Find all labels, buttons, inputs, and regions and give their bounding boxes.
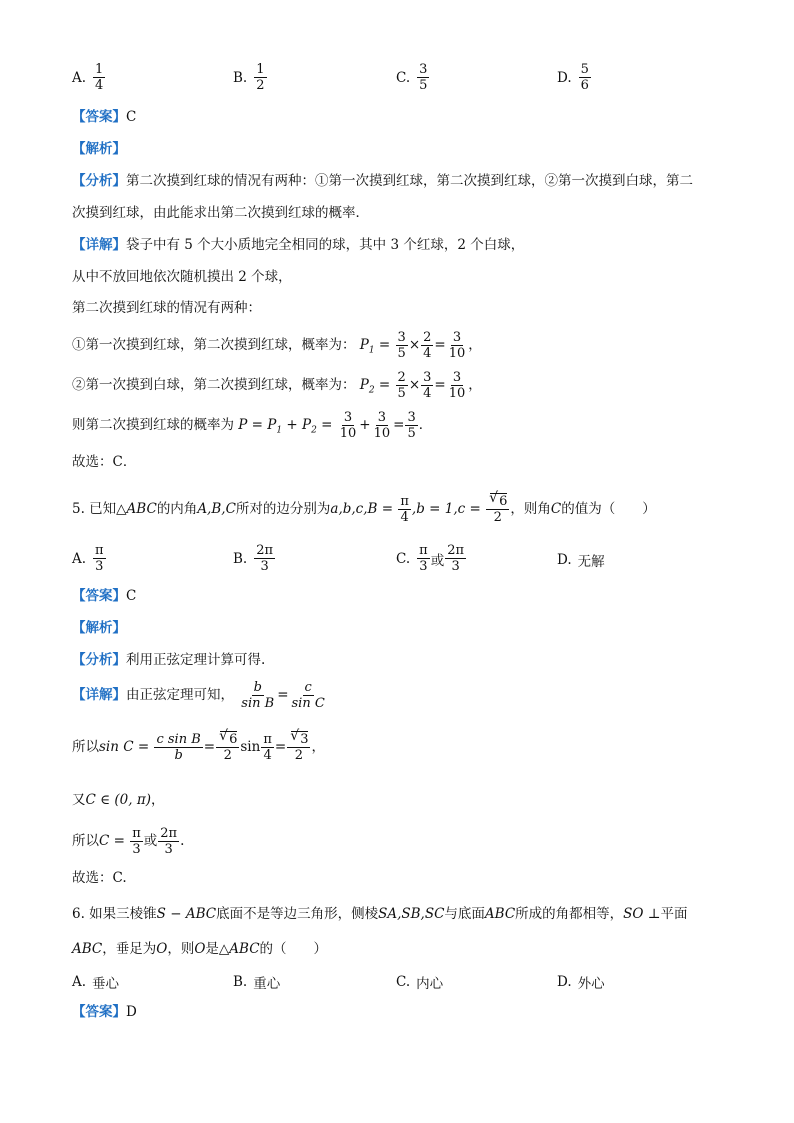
q4-option-a <box>72 62 106 93</box>
fraction <box>486 494 509 525</box>
base-name: ABC <box>72 941 103 957</box>
q5-fenxi <box>72 650 265 670</box>
q5-option-c <box>396 543 467 574</box>
q4-detail-line-3 <box>72 298 261 318</box>
denominator: 5 <box>397 346 406 361</box>
choose-text: 故选：C． <box>72 454 137 470</box>
fenxi-text: 利用正弦定理计算可得. <box>126 652 266 668</box>
fraction <box>447 370 468 401</box>
fraction <box>158 826 179 857</box>
fraction <box>239 680 276 711</box>
option-letter: C. <box>396 550 411 567</box>
numerator: 5 <box>580 62 589 77</box>
q5-option-d <box>557 550 605 570</box>
denominator: 2 <box>223 748 232 763</box>
triangle-symbol: △ABC <box>218 941 260 957</box>
stem-text: 所成的角都相等， <box>515 906 624 922</box>
fenxi-text: 次摸到红球，由此能求出第二次摸到红球的概率． <box>72 205 369 221</box>
numerator: 1 <box>95 62 104 77</box>
q6-option-b <box>233 972 280 992</box>
q5-detail: 【详解】由正弦定理可知， $\frac{b}{\text{sin B}}$ = $\frac{c}{\text{sin C}}$ <box>72 680 325 711</box>
numerator: √ 3 <box>287 732 310 748</box>
denominator: 5 <box>397 386 406 401</box>
q6-stem-line-2 <box>72 939 327 959</box>
numerator: 2π <box>447 543 465 558</box>
detail-tag: 【详解】 <box>72 687 126 703</box>
numerator: 3 <box>407 410 416 425</box>
math-p2: $P_2$ = <box>359 377 395 396</box>
numerator: 2 <box>423 330 432 345</box>
denominator: sin C <box>291 696 325 711</box>
numerator: 1 <box>256 62 265 77</box>
fraction <box>287 732 310 763</box>
q4-option-d <box>557 62 592 93</box>
numerator: 3 <box>452 370 462 385</box>
angle-c: C <box>550 501 562 517</box>
stem-text: 6. 如果三棱锥 <box>72 906 157 922</box>
option-letter: A. <box>72 69 87 86</box>
stem-text: 的内角 <box>156 501 198 517</box>
answer-value: D <box>126 1004 137 1020</box>
q6-option-a <box>72 972 119 992</box>
fraction <box>398 494 411 525</box>
numerator: b <box>253 680 262 695</box>
q5-option-b <box>233 543 276 574</box>
numerator: 3 <box>377 410 386 425</box>
q5-answer <box>72 586 136 606</box>
answer-value: C <box>126 109 137 125</box>
fraction <box>254 543 275 574</box>
numerator: 2π <box>160 826 178 841</box>
denominator: 3 <box>95 559 104 574</box>
option-text: 重心 <box>253 976 281 992</box>
answer-value: C <box>126 588 137 604</box>
denominator: 2 <box>294 748 303 763</box>
point-o: O <box>156 941 168 957</box>
answer-tag: 【答案】 <box>72 109 126 125</box>
option-letter: A. <box>72 550 87 567</box>
case-text: ①第一次摸到红球，第二次摸到红球，概率为： <box>72 337 356 353</box>
numerator: π <box>263 732 272 747</box>
denominator: 4 <box>95 78 104 93</box>
fraction <box>579 62 591 93</box>
detail-text: 第二次摸到红球的情况有两种： <box>72 300 261 316</box>
case-text: ②第一次摸到白球，第二次摸到红球，概率为： <box>72 377 356 393</box>
numerator: π <box>132 826 141 841</box>
stem-text: ，则 <box>167 941 195 957</box>
fraction <box>405 410 417 441</box>
option-text: 垂心 <box>92 976 120 992</box>
edge-list: SA,SB,SC <box>378 906 445 922</box>
fenxi-text: 第二次摸到红球的情况有两种：①第一次摸到红球，第二次摸到红球，②第一次摸到白球，第二 <box>126 173 693 189</box>
fraction <box>417 62 429 93</box>
detail-text: 从中不放回地依次随机摸出 2 个球， <box>72 269 292 285</box>
detail-text: 由正弦定理可知， <box>126 687 234 703</box>
option-letter: C. <box>396 974 411 990</box>
denominator: 3 <box>419 559 428 574</box>
q5-choose <box>72 868 127 888</box>
numerator: 3 <box>343 410 353 425</box>
denominator: 4 <box>400 510 409 525</box>
q4-option-b <box>233 62 268 93</box>
fraction <box>154 732 202 763</box>
q4-total: 则第二次摸到红球的概率为 $P = P_1 + P_2$ = $\frac{3}{10}$ + $\frac{3}{10}$ = $\frac{3}{5}$ ． <box>72 410 433 441</box>
answer-tag: 【答案】 <box>72 1004 126 1020</box>
point-o: O <box>194 941 206 957</box>
so-text: 所以 <box>72 739 99 755</box>
fenxi-tag: 【分析】 <box>72 173 126 189</box>
option-letter: D. <box>557 552 572 568</box>
numerator: 3 <box>419 62 428 77</box>
option-letter: C. <box>396 69 411 86</box>
denominator: 4 <box>263 748 272 763</box>
fraction <box>130 826 143 857</box>
q4-detail-line-2 <box>72 267 292 287</box>
denominator: sin B <box>241 696 275 711</box>
denominator: 3 <box>132 842 141 857</box>
denominator: 5 <box>419 78 428 93</box>
denominator: 2 <box>256 78 265 93</box>
numerator: π <box>400 494 409 509</box>
q4-detail-line-1 <box>72 235 524 255</box>
denominator: 4 <box>423 346 432 361</box>
numerator: π <box>95 543 104 558</box>
q4-option-c <box>396 62 430 93</box>
fraction <box>93 543 106 574</box>
numerator: 2π <box>256 543 274 558</box>
option-letter: A. <box>72 974 87 990</box>
q4-case-1: ①第一次摸到红球，第二次摸到红球，概率为： $P_1$ = $\frac{3}{5}$ × $\frac{2}{4}$ = $\frac{3}{10}$ ， <box>72 330 482 361</box>
choose-text: 故选：C. <box>72 870 127 886</box>
condition-math: ,b = 1,c = <box>411 501 481 517</box>
stem-text: 底面不是等边三角形，侧棱 <box>216 906 379 922</box>
math-range: C ∈ (0, π) <box>85 792 151 808</box>
q4-analysis-heading <box>72 139 126 159</box>
stem-text: 平面 <box>660 906 688 922</box>
numerator: 2 <box>397 370 406 385</box>
stem-text: 与底面 <box>444 906 485 922</box>
q6-answer <box>72 1002 137 1022</box>
fraction <box>372 410 393 441</box>
angle-list: A,B,C <box>197 501 236 517</box>
fraction <box>290 680 327 711</box>
detail-tag: 【详解】 <box>72 237 126 253</box>
so-text: 所以 <box>72 833 99 849</box>
fraction <box>261 732 274 763</box>
q5-option-a <box>72 543 107 574</box>
analysis-tag: 【解析】 <box>72 620 126 636</box>
fraction <box>396 370 408 401</box>
q6-option-c <box>396 972 443 992</box>
q4-fenxi-line-1 <box>72 171 693 191</box>
perp-math: SO ⊥ <box>623 906 661 922</box>
fraction <box>417 543 430 574</box>
or-text: 或 <box>143 833 158 849</box>
option-letter: B. <box>233 974 248 990</box>
also-text: 又 <box>72 792 86 808</box>
fraction <box>447 330 468 361</box>
denominator: 2 <box>493 510 502 525</box>
q6-option-d <box>557 972 605 992</box>
numerator: 3 <box>423 370 432 385</box>
denominator: 6 <box>580 78 589 93</box>
fraction <box>396 330 408 361</box>
pyramid-name: S − ABC <box>156 906 217 922</box>
stem-text: 所对的边分别为 <box>235 501 331 517</box>
option-text: 外心 <box>577 976 605 992</box>
option-letter: D. <box>557 974 572 990</box>
numerator: √ 6 <box>486 494 509 510</box>
numerator: √ 6 <box>216 732 239 748</box>
q4-choose <box>72 452 136 472</box>
analysis-tag: 【解析】 <box>72 141 126 157</box>
triangle-symbol: △ABC <box>116 501 157 517</box>
q4-case-2: ②第一次摸到白球，第二次摸到红球，概率为： $P_2$ = $\frac{2}{5}$ × $\frac{3}{4}$ = $\frac{3}{10}$ ， <box>72 370 482 401</box>
q5-stem <box>72 494 656 525</box>
sin-word: sin <box>240 739 261 755</box>
denominator: 5 <box>407 426 416 441</box>
q5-analysis-heading <box>72 618 126 638</box>
option-text: 无解 <box>577 554 605 570</box>
denominator: 3 <box>164 842 173 857</box>
numerator: π <box>419 543 428 558</box>
numerator: c <box>304 680 312 695</box>
denominator: 3 <box>260 559 269 574</box>
fraction <box>445 543 466 574</box>
denominator: 4 <box>423 386 432 401</box>
denominator: 10 <box>448 386 466 401</box>
fraction <box>421 370 433 401</box>
stem-text: 的值为（ ） <box>561 501 656 517</box>
fenxi-tag: 【分析】 <box>72 652 126 668</box>
denominator: b <box>174 748 183 763</box>
fraction <box>254 62 266 93</box>
denominator: 10 <box>448 346 466 361</box>
condition-math: a,b,c,B = <box>330 501 394 517</box>
numerator: 3 <box>397 330 406 345</box>
q5-so-c: 所以C = $\frac{\pi}{3}$ 或 $\frac{2\pi}{3}$ . <box>72 826 185 857</box>
fraction <box>93 62 105 93</box>
q5-so-sin: 所以sin C = $\frac{\text{c sin B}}{b}$ = √ $\frac{6}{2}$ sin $\frac{\pi}{4}$ = √ $\frac{3}{2}$ ， <box>72 732 325 763</box>
denominator: 3 <box>451 559 460 574</box>
stem-text: 是 <box>205 941 219 957</box>
q6-stem-line-1 <box>72 904 687 924</box>
stem-text: 的（ ） <box>259 941 328 957</box>
total-text: 则第二次摸到红球的概率为 <box>72 417 234 433</box>
q5-also: 又C ∈ (0, π)， <box>72 792 165 808</box>
fraction <box>421 330 433 361</box>
q4-answer <box>72 107 136 127</box>
option-text: 内心 <box>416 976 444 992</box>
fraction <box>338 410 359 441</box>
option-letter: B. <box>233 550 248 567</box>
option-letter: D. <box>557 69 572 86</box>
base-name: ABC <box>484 906 516 922</box>
stem-text: 5. 已知 <box>72 501 117 517</box>
math-c: C = <box>99 833 130 849</box>
detail-text: 袋子中有 5 个大小质地完全相同的球，其中 3 个红球，2 个白球， <box>126 237 525 253</box>
numerator: c sin B <box>156 732 201 747</box>
math-total: $P = P_1 + P_2$ = <box>238 417 337 436</box>
or-text: 或 <box>430 552 445 569</box>
fraction <box>216 732 239 763</box>
option-letter: B. <box>233 69 248 86</box>
stem-text: ，则角 <box>510 501 551 517</box>
stem-text: ，垂足为 <box>102 941 157 957</box>
math-sinc: sin C = <box>99 739 154 755</box>
math-p1: $P_1$ = <box>359 337 395 356</box>
answer-tag: 【答案】 <box>72 588 126 604</box>
q4-fenxi-line-2 <box>72 203 369 223</box>
numerator: 3 <box>452 330 462 345</box>
denominator: 10 <box>373 426 391 441</box>
denominator: 10 <box>339 426 357 441</box>
